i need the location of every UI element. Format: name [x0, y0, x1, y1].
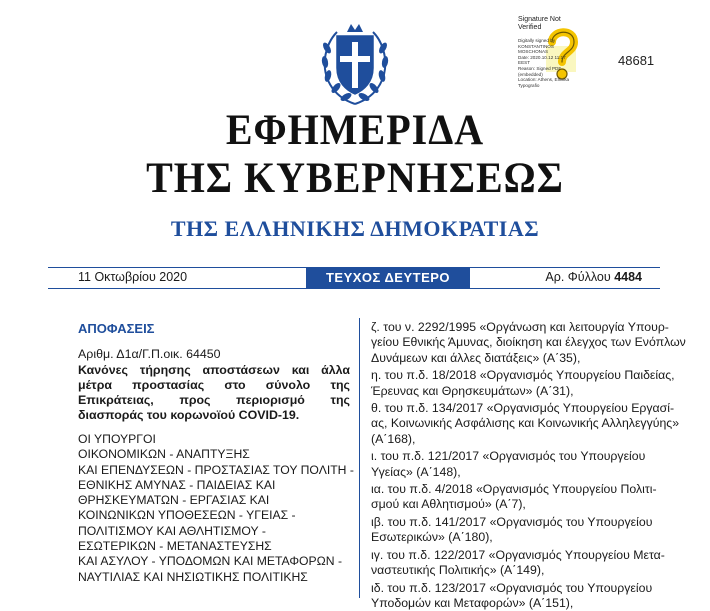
masthead-title-line2: ΤΗΣ ΚΥΒΕΡΝΗΣΕΩΣ [0, 154, 710, 202]
legal-reference-line: Δυνάμεων και άλλες διατάξεις» (Α΄35), [371, 351, 646, 366]
legal-reference-line: Υποδομών και Μεταφορών» (Α΄151), [371, 596, 646, 611]
signature-line: Typografio [518, 83, 588, 89]
greek-coat-of-arms-emblem [317, 18, 393, 108]
legal-reference-item [371, 449, 646, 480]
ministers-line: ΕΣΩΤΕΡΙΚΩΝ - ΜΕΤΑΝΑΣΤΕΥΣΗΣ [78, 539, 353, 554]
legal-reference-item [371, 368, 646, 399]
issue-number: 48681 [618, 53, 654, 68]
legal-reference-item [371, 482, 646, 513]
section-heading: ΑΠΟΦΑΣΕΙΣ [78, 321, 154, 336]
signature-line: Date: 2020.10.12 11:17 [518, 55, 588, 61]
signature-line: (embedded) [518, 72, 588, 78]
info-bar [48, 267, 660, 289]
legal-reference-line: ιδ. του π.δ. 123/2017 «Οργανισμός του Υπουργείου [371, 581, 646, 596]
legal-reference-line: ι. του π.δ. 121/2017 «Οργανισμός του Υπουργείου [371, 449, 646, 464]
legal-references-list [371, 320, 646, 611]
signature-line: Location: Athens, Ellinika [518, 77, 588, 83]
legal-reference-item [371, 581, 646, 611]
ministers-line: ΚΑΙ ΕΠΕΝΔΥΣΕΩΝ - ΠΡΟΣΤΑΣΙΑΣ ΤΟΥ ΠΟΛΙΤΗ - [78, 463, 353, 478]
legal-reference-line: Εσωτερικών» (Α΄180), [371, 530, 646, 545]
legal-reference-line: θ. του π.δ. 134/2017 «Οργανισμός Υπουργείου Εργασί- [371, 401, 646, 416]
ministers-line: ΠΟΛΙΤΙΣΜΟΥ ΚΑΙ ΑΘΛΗΤΙΣΜΟΥ - [78, 524, 353, 539]
legal-reference-line: η. του π.δ. 18/2018 «Οργανισμός Υπουργείου Παιδείας, [371, 368, 646, 383]
ministers-line: ΚΟΙΝΩΝΙΚΩΝ ΥΠΟΘΕΣΕΩΝ - ΥΓΕΙΑΣ - [78, 508, 353, 523]
signature-line: EEST [518, 60, 588, 66]
digital-signature-block [518, 16, 590, 98]
legal-reference-line: ια. του π.δ. 4/2018 «Οργανισμός Υπουργείου Πολιτι- [371, 482, 646, 497]
legal-reference-line: (Α΄168), [371, 432, 646, 447]
sheet-number-value: 4484 [614, 270, 642, 284]
signature-title-line: Verified [518, 24, 566, 32]
legal-reference-line: Υγείας» (Α΄148), [371, 465, 646, 480]
sheet-number-label: Αρ. Φύλλου [545, 270, 610, 284]
ministers-line: ΕΘΝΙΚΗΣ ΑΜΥΝΑΣ - ΠΑΙΔΕΙΑΣ ΚΑΙ [78, 478, 353, 493]
decision-title: Κανόνες τήρησης αποστάσεων και άλλα μέτρα προστασίας στο σύνολο της Επικράτειας, προς περιορισμό της διασποράς του κορωνοϊού COVID-19. [78, 363, 350, 423]
legal-reference-item [371, 320, 646, 366]
legal-reference-line: γείου Εθνικής Άμυνας, διοίκηση και έλεγχος των Ενόπλων [371, 335, 646, 350]
legal-reference-line: Έρευνας και Θρησκευμάτων» (Α΄31), [371, 384, 646, 399]
ministers-line: ΟΙΚΟΝΟΜΙΚΩΝ - ΑΝΑΠΤΥΞΗΣ [78, 447, 353, 462]
signature-line: MOSCHONAS [518, 49, 588, 55]
legal-reference-item [371, 548, 646, 579]
legal-reference-line: ας, Κοινωνικής Ασφάλισης και Κοινωνικής Αλληλεγγύης» [371, 416, 646, 431]
ministers-block [78, 432, 353, 585]
ministers-line: ΟΙ ΥΠΟΥΡΓΟΙ [78, 432, 353, 447]
signature-line: KONSTANTINOS [518, 44, 588, 50]
legal-reference-line: ζ. του ν. 2292/1995 «Οργάνωση και λειτουργία Υπουρ- [371, 320, 646, 335]
ministers-line: ΘΡΗΣΚΕΥΜΑΤΩΝ - ΕΡΓΑΣΙΑΣ ΚΑΙ [78, 493, 353, 508]
legal-reference-line: ιγ. του π.δ. 122/2017 «Οργανισμός Υπουργείου Μετα- [371, 548, 646, 563]
legal-reference-line: σμού και Αθλητισμού» (Α΄7), [371, 497, 646, 512]
legal-reference-line: ναστευτικής Πολιτικής» (Α΄149), [371, 563, 646, 578]
legal-reference-item [371, 401, 646, 447]
masthead-title-line1: ΕΦΗΜΕΡΙΔΑ [0, 106, 710, 154]
masthead-subtitle: ΤΗΣ ΕΛΛΗΝΙΚΗΣ ΔΗΜΟΚΡΑΤΙΑΣ [0, 216, 710, 242]
signature-title-line: Signature Not [518, 16, 566, 24]
legal-reference-item [371, 515, 646, 546]
column-divider [359, 318, 360, 598]
ministers-line: ΚΑΙ ΑΣΥΛΟΥ - ΥΠΟΔΟΜΩΝ ΚΑΙ ΜΕΤΑΦΟΡΩΝ - [78, 554, 353, 569]
decision-reference: Αριθμ. Δ1α/Γ.Π.οικ. 64450 [78, 347, 221, 361]
ministers-line: ΝΑΥΤΙΛΙΑΣ ΚΑΙ ΝΗΣΙΩΤΙΚΗΣ ΠΟΛΙΤΙΚΗΣ [78, 570, 353, 585]
signature-details [518, 38, 588, 88]
publication-date: 11 Οκτωβρίου 2020 [78, 270, 187, 284]
sheet-number [545, 270, 642, 284]
signature-line: Digitally signed by [518, 38, 588, 44]
signature-line: Reason: Signed PDF [518, 66, 588, 72]
issue-series-label: ΤΕΥΧΟΣ ΔΕΥΤΕΡΟ [306, 268, 470, 288]
legal-reference-line: ιβ. του π.δ. 141/2017 «Οργανισμός του Υπουργείου [371, 515, 646, 530]
